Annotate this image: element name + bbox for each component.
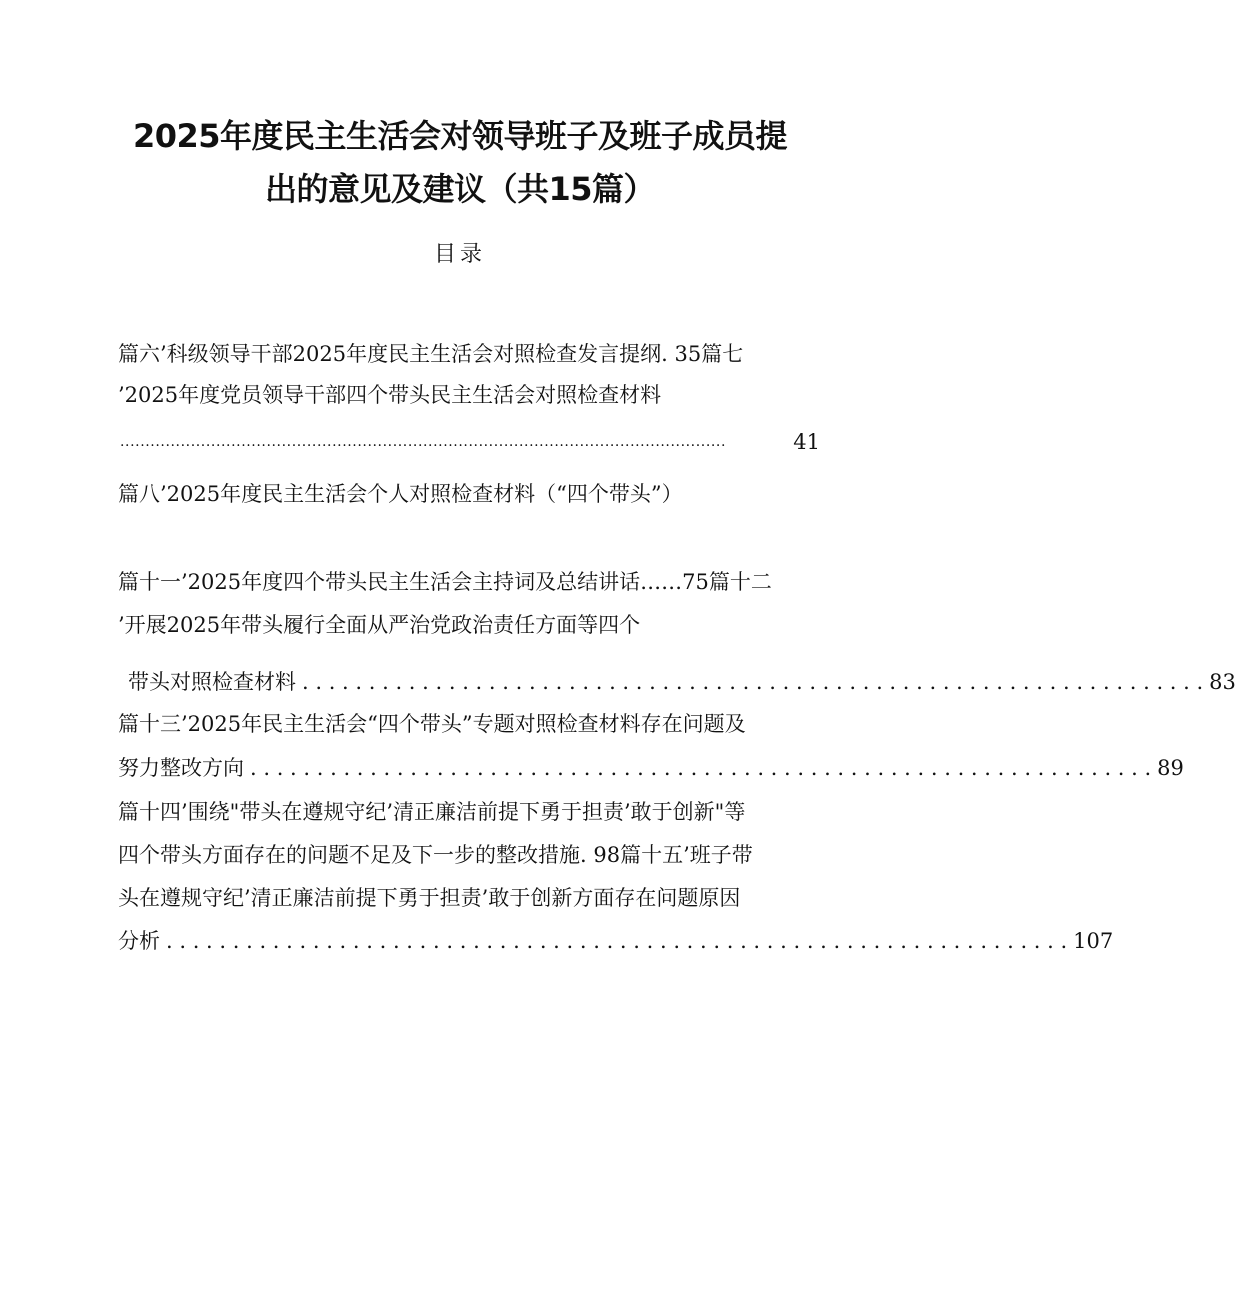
toc-line[interactable]: 四个带头方面存在的问题不足及下一步的整改措施. 98篇十五’班子带 bbox=[118, 843, 753, 867]
toc-entry-with-leader[interactable] bbox=[118, 753, 1184, 783]
toc-line[interactable]: 篇十一’2025年度四个带头民主生活会主持词及总结讲话……75篇十二 bbox=[118, 570, 772, 594]
page-number: 41 bbox=[793, 430, 820, 454]
toc-leader-line[interactable] bbox=[120, 427, 820, 457]
page-number: 107 bbox=[1073, 929, 1114, 953]
toc-line[interactable]: 篇十三’2025年民主生活会“四个带头”专题对照检查材料存在问题及 bbox=[118, 712, 746, 736]
page-title-line-1: 2025年度民主生活会对领导班子及班子成员提 bbox=[132, 117, 788, 155]
dot-leader: . . . . . . . . . . . . . . . . . . . . . . . . . . . . . . . . . . . . . . . . . . . . . . . . . . . . . . . . . . . . . . . . . . . . bbox=[302, 670, 1204, 694]
page-title-line-2: 出的意见及建议（共15篇） bbox=[264, 170, 656, 208]
dot-leader: . . . . . . . . . . . . . . . . . . . . . . . . . . . . . . . . . . . . . . . . . . . . . . . . . . . . . . . . . . . . . . . . . . . . bbox=[250, 756, 1152, 780]
page-number: 83 bbox=[1209, 670, 1236, 694]
toc-heading: 目录 bbox=[433, 242, 486, 267]
toc-line[interactable]: 头在遵规守纪’清正廉洁前提下勇于担责’敢于创新方面存在问题原因 bbox=[118, 886, 741, 910]
dot-leader: . . . . . . . . . . . . . . . . . . . . . . . . . . . . . . . . . . . . . . . . . . . . . . . . . . . . . . . . . . . . . . . . . . . . bbox=[166, 929, 1068, 953]
toc-line[interactable]: 篇六’科级领导干部2025年度民主生活会对照检查发言提纲. 35篇七 bbox=[118, 342, 744, 366]
toc-line[interactable]: 篇八’2025年度民主生活会个人对照检查材料（“四个带头”） bbox=[118, 482, 683, 506]
toc-entry-with-leader[interactable] bbox=[128, 667, 1236, 697]
toc-line[interactable]: ’2025年度党员领导干部四个带头民主生活会对照检查材料 bbox=[118, 383, 662, 407]
toc-entry-text: 努力整改方向 bbox=[118, 756, 244, 780]
toc-entry-text: 带头对照检查材料 bbox=[128, 670, 296, 694]
dot-leader: ........................................................................................................................ bbox=[120, 434, 727, 450]
toc-line[interactable]: 篇十四’围绕"带头在遵规守纪’清正廉洁前提下勇于担责’敢于创新"等 bbox=[118, 800, 746, 824]
toc-line[interactable]: ’开展2025年带头履行全面从严治党政治责任方面等四个 bbox=[118, 613, 641, 637]
toc-entry-with-leader[interactable] bbox=[118, 926, 1114, 956]
page-number: 89 bbox=[1157, 756, 1184, 780]
toc-entry-text: 分析 bbox=[118, 929, 160, 953]
